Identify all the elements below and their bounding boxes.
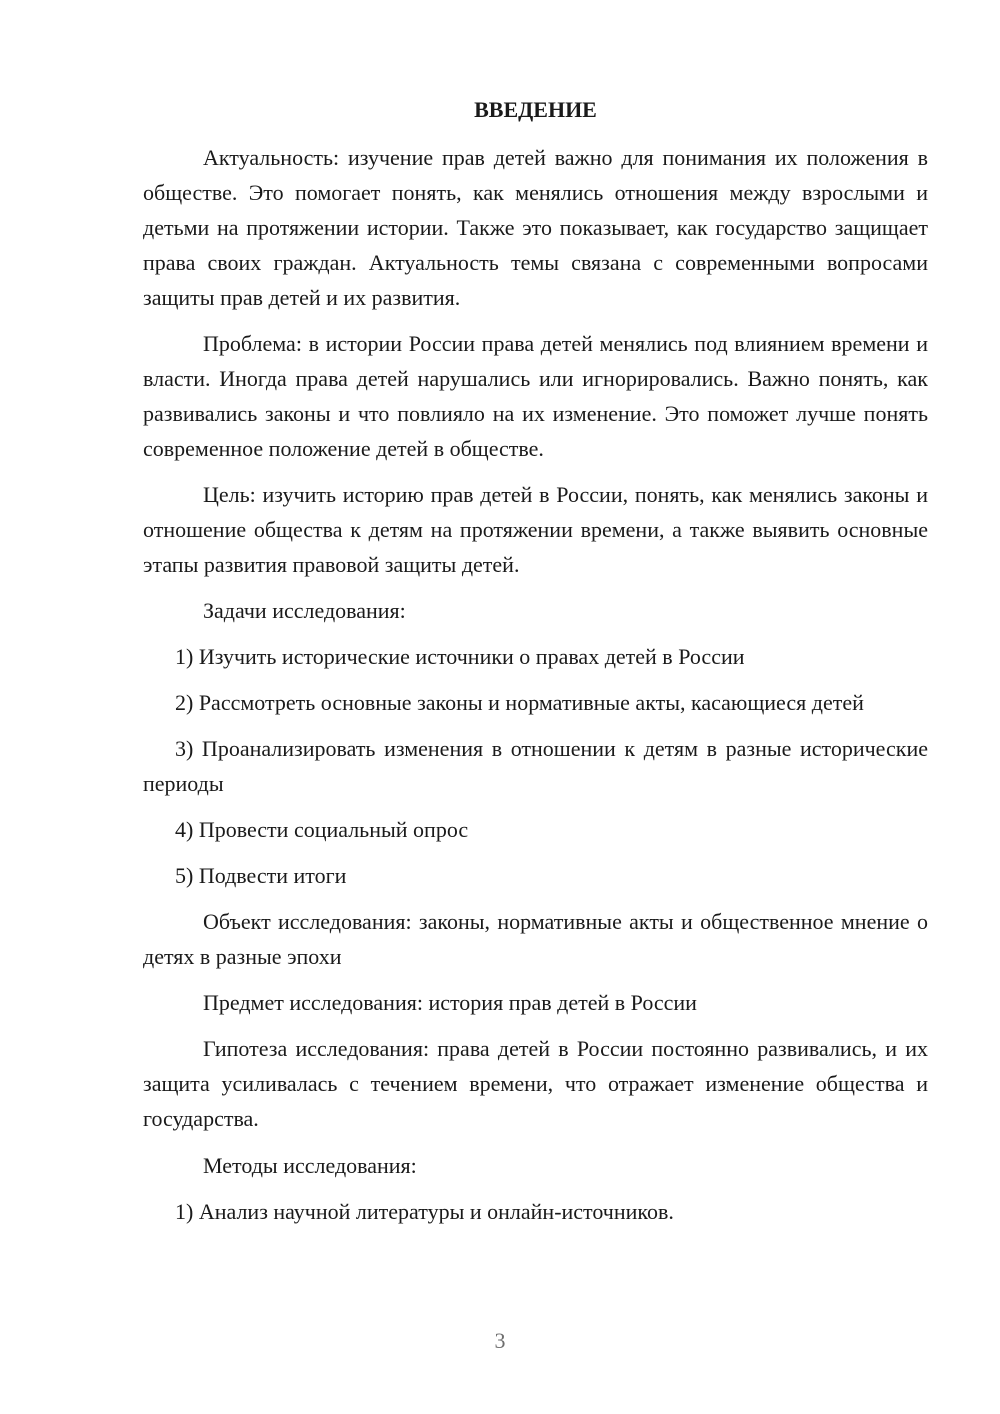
tasks-heading: Задачи исследования:: [203, 598, 406, 623]
method-item-1: 1) Анализ научной литературы и онлайн-источников.: [175, 1199, 674, 1224]
goal-paragraph: Цель: изучить историю прав детей в России, понять, как менялись законы и отношение общества к детям на протяжении времени, а также выявить основные этапы развития правовой защиты детей.: [143, 482, 928, 577]
document-page: [143, 95, 928, 1240]
page-number: 3: [494, 1328, 506, 1353]
problem-paragraph: Проблема: в истории России права детей менялись под влиянием времени и власти. Иногда права детей нарушались или игнорировались. Важно понять, как развивались законы и что повлияло на их изменение. Это поможет лучше понять современное положение детей в обществе.: [143, 331, 928, 461]
task-item-1: 1) Изучить исторические источники о правах детей в России: [175, 644, 745, 669]
subject-paragraph: Предмет исследования: история прав детей в России: [203, 990, 697, 1015]
relevance-paragraph: Актуальность: изучение прав детей важно для понимания их положения в обществе. Это помогает понять, как менялись отношения между взрослыми и детьми на протяжении истории. Также это показывает, как государство защищает права своих граждан. Актуальность темы связана с современными вопросами защиты прав детей и их развития.: [143, 145, 928, 310]
methods-heading: Методы исследования:: [203, 1153, 417, 1178]
hypothesis-paragraph: Гипотеза исследования: права детей в России постоянно развивались, и их защита усиливалась с течением времени, что отражает изменение общества и государства.: [143, 1036, 928, 1131]
task-item-5: 5) Подвести итоги: [175, 863, 347, 888]
task-item-4: 4) Провести социальный опрос: [175, 817, 469, 842]
task-item-2: 2) Рассмотреть основные законы и нормативные акты, касающиеся детей: [175, 690, 864, 715]
section-title: ВВЕДЕНИЕ: [474, 97, 597, 122]
task-item-3: 3) Проанализировать изменения в отношении к детям в разные исторические периоды: [143, 736, 928, 796]
object-paragraph: Объект исследования: законы, нормативные акты и общественное мнение о детях в разные эпохи: [143, 909, 928, 969]
